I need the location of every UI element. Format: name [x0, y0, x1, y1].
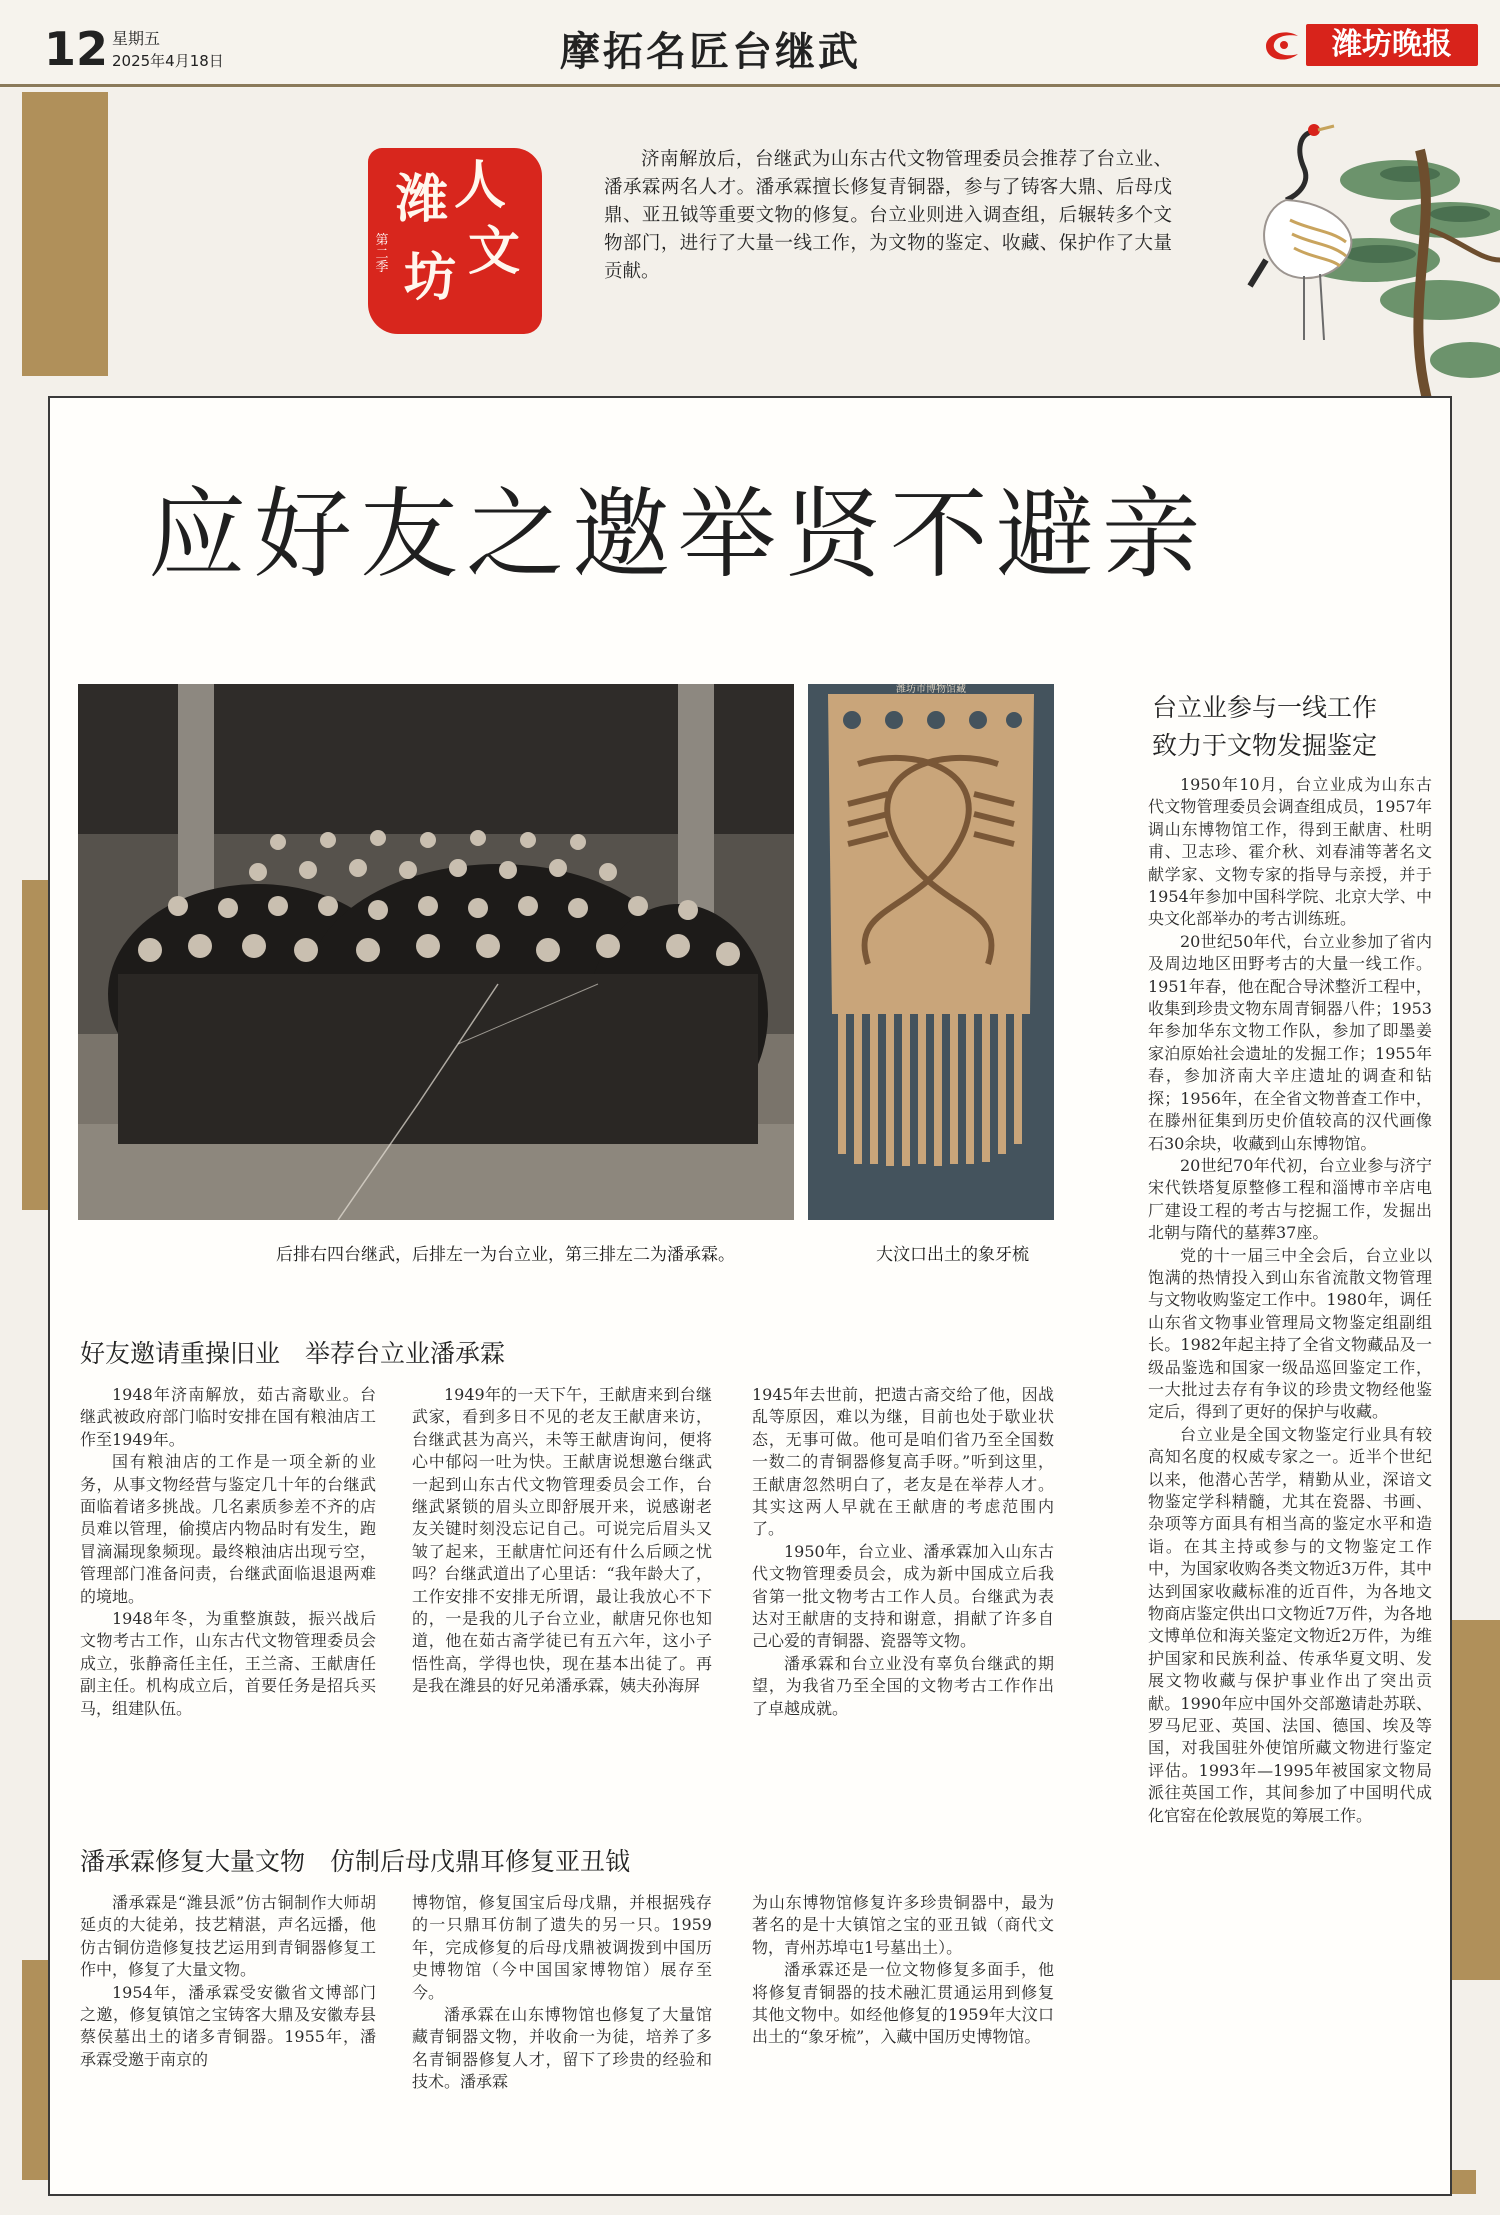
ivory-comb-image	[808, 684, 1054, 1220]
paragraph: 1948年济南解放，茹古斋歇业。台继武被政府部门临时安排在国有粮油店工作至1949年。	[80, 1385, 376, 1449]
seal-season-note: 第二季	[375, 233, 389, 276]
paragraph: 20世纪70年代初，台立业参与济宁宋代铁塔复原整修工程和淄博市辛店电厂建设工程的考古与挖掘工作，发掘出北朝与隋代的墓葬37座。	[1148, 1155, 1432, 1243]
right-heading-line1: 台立业参与一线工作	[1152, 693, 1378, 722]
section1-col1	[80, 1384, 376, 1720]
crane-pine-illustration	[1200, 110, 1500, 410]
weekday: 星期五	[112, 29, 161, 48]
paragraph: 潘承霖还是一位文物修复多面手，他将修复青铜器的技术融汇贯通运用到修复其他文物中。如经他修复的1959年大汶口出土的“象牙梳”，入藏中国历史博物馆。	[752, 1960, 1054, 2047]
seal-char: 人	[454, 155, 507, 216]
section1-col2	[412, 1384, 712, 1698]
page-header	[0, 0, 1500, 88]
seal-char: 坊	[404, 247, 457, 308]
right-heading-line2: 致力于文物发掘鉴定	[1152, 731, 1378, 760]
paragraph: 台立业是全国文物鉴定行业具有较高知名度的权威专家之一。近半个世纪以来，他潜心苦学，精勤从业，深谙文物鉴定学科精髓，尤其在瓷器、书画、杂项等方面具有相当高的鉴定水平和造诣。在其主持或参与的文物鉴定工作中，为国家收购各类文物近3万件，其中达到国家收藏标准的近百件，为各地文物商店鉴定供出口文物近7万件，为各地文博单位和海关鉴定文物近2万件，为维护国家和民族利益、传承华夏文明、发展文物收藏与保护事业作出了突出贡献。1990年应中国外交部邀请赴苏联、罗马尼亚、英国、法国、德国、埃及等国，对我国驻外使馆所藏文物进行鉴定评估。1993年—1995年被国家文物局派往英国工作，其间参加了中国明代成化官窑在伦敦展览的筹展工作。	[1148, 1424, 1432, 1825]
seal-char: 文	[468, 221, 521, 282]
paragraph: 20世纪50年代，台立业参加了省内及周边地区田野考古的大量一线工作。1951年春，他在配合导沭整沂工程中，收集到珍贵文物东周青铜器八件；1953年参加华东文物工作队，参加了即墨姜家泊原始社会遗址的发掘工作；1955年春，参加济南大辛庄遗址的调查和钻探；1956年，在全省文物普查工作中，在滕州征集到历史价值较高的汉代画像石30余块，收藏到山东博物馆。	[1148, 931, 1432, 1153]
logo-text: 潍坊晚报	[1306, 24, 1478, 66]
paragraph: 潘承霖是“潍县派”仿古铜制作大师胡延贞的大徒弟，技艺精湛，声名远播，他仿古铜仿造修复技艺运用到青铜器修复工作中，修复了大量文物。	[80, 1893, 376, 1980]
paragraph: 党的十一届三中全会后，台立业以饱满的热情投入到山东省流散文物管理与文物收购鉴定工作中。1980年，调任山东省文物事业管理局文物鉴定组副组长。1982年起主持了全省文物藏品及一级品鉴选和国家一级品巡回鉴定工作，一大批过去存有争议的珍贵文物经他鉴定后，得到了更好的保护与收藏。	[1148, 1245, 1432, 1422]
section2-col1	[80, 1892, 376, 2071]
paragraph: 1945年去世前，把遗古斋交给了他，因战乱等原因，难以为继，目前也处于歇业状态，无事可做。他可是咱们省乃至全国数一数二的青铜器修复高手呀。”听到这里，王献唐忽然明白了，老友是在举荐人才。其实这两人早就在王献唐的考虑范围内了。	[752, 1385, 1054, 1539]
section2-heading: 潘承霖修复大量文物 仿制后母戊鼎耳修复亚丑钺	[80, 1847, 631, 1876]
paragraph: 1950年，台立业、潘承霖加入山东古代文物管理委员会，成为新中国成立后我省第一批文物考古工作人员。台继武为表达对王献唐的支持和谢意，捐献了许多自己心爱的青铜器、瓷器等文物。	[752, 1541, 1054, 1651]
paragraph: 1954年，潘承霖受安徽省文博部门之邀，修复镇馆之宝铸客大鼎及安徽寿县蔡侯墓出土的诸多青铜器。1955年，潘承霖受邀于南京的	[80, 1982, 376, 2069]
paragraph: 国有粮油店的工作是一项全新的业务，从事文物经营与鉴定几十年的台继武面临着诸多挑战。几名素质参差不齐的店员难以管理，偷摸店内物品时有发生，跑冒滴漏现象频现。最终粮油店出现亏空，管理部门准备问责，台继武面临退退两难的境地。	[80, 1452, 376, 1606]
newspaper-logo	[1262, 22, 1478, 68]
ivory-comb-photo	[808, 684, 1054, 1220]
main-title: 应好友之邀举贤不避亲	[148, 478, 1209, 592]
paragraph: 博物馆，修复国宝后母戊鼎，并根据残存的一只鼎耳仿制了遗失的另一只。1959年，完成修复的后母戊鼎被调拨到中国历史博物馆（今中国国家博物馆）展存至今。	[412, 1893, 712, 2002]
page-number: 12	[44, 22, 109, 76]
comb-photo-caption: 大汶口出土的象牙梳	[876, 1245, 1029, 1265]
paragraph: 为山东博物馆修复许多珍贵铜器中，最为著名的是十大镇馆之宝的亚丑钺（商代文物，青州苏埠屯1号墓出土）。	[752, 1893, 1054, 1957]
group-photo-image	[78, 684, 794, 1220]
paragraph: 潘承霖和台立业没有辜负台继武的期望，为我省乃至全国的文物考古工作作出了卓越成就。	[752, 1653, 1054, 1718]
group-photo	[78, 684, 794, 1220]
section1-heading: 好友邀请重操旧业 举荐台立业潘承霖	[80, 1339, 506, 1368]
section1-col3	[752, 1384, 1054, 1720]
column-seal	[368, 148, 542, 334]
intro-paragraph: 济南解放后，台继武为山东古代文物管理委员会推荐了台立业、潘承霖两名人才。潘承霖擅长修复青铜器，参与了铸客大鼎、后母戊鼎、亚丑钺等重要文物的修复。台立业则进入调查组，后辗转多个文物部门，进行了大量一线工作，为文物的鉴定、收藏、保护作了大量贡献。	[604, 149, 1172, 282]
issue-date: 2025年4月18日	[112, 52, 224, 70]
logo-swirl-icon	[1262, 28, 1302, 62]
paragraph: 1950年10月，台立业成为山东古代文物管理委员会调查组成员，1957年调山东博物馆工作，得到王献唐、杜明甫、卫志珍、霍介秋、刘春浦等著名文献学家、文物专家的指导与亲授，并于1954年参加中国科学院、北京大学、中央文化部举办的考古训练班。	[1148, 775, 1432, 929]
section-title: 摩拓名匠台继武	[560, 29, 861, 75]
section2-col3	[752, 1892, 1054, 2049]
paragraph: 1948年冬，为重整旗鼓，振兴战后文物考古工作，山东古代文物管理委员会成立，张静斋任主任，王兰斋、王献唐任副主任。机构成立后，首要任务是招兵买马，组建队伍。	[80, 1609, 376, 1718]
right-column-text	[1148, 774, 1432, 1827]
section2-col2	[412, 1892, 712, 2094]
paragraph: 1949年的一天下午，王献唐来到台继武家，看到多日不见的老友王献唐来访，台继武甚为高兴，未等王献唐询问，便将心中郁闷一吐为快。王献唐说想邀台继武一起到山东古代文物管理委员会工作，台继武紧锁的眉头立即舒展开来，说感谢老友关键时刻没忘记自己。可说完后眉头又皱了起来，王献唐忙问还有什么后顾之忧吗？台继武道出了心里话：“我年龄大了，工作安排不安排无所谓，最让我放心不下的，一是我的儿子台立业，献唐兄你也知道，他在茹古斋学徒已有五六年，这小子悟性高，学得也快，现在基本出徒了。再是我在潍县的好兄弟潘承霖，姨夫孙海屏	[412, 1385, 712, 1696]
seal-char: 潍	[396, 169, 449, 230]
group-photo-caption: 后排右四台继武，后排左一为台立业，第三排左二为潘承霖。	[276, 1245, 735, 1265]
decor-bar	[22, 92, 108, 376]
comb-stamp-text: 潍坊市博物馆藏	[896, 684, 966, 695]
header-rule	[0, 84, 1500, 87]
paragraph: 潘承霖在山东博物馆也修复了大量馆藏青铜器文物，并收俞一为徒，培养了多名青铜器修复人才，留下了珍贵的经验和技术。潘承霖	[412, 2005, 712, 2092]
